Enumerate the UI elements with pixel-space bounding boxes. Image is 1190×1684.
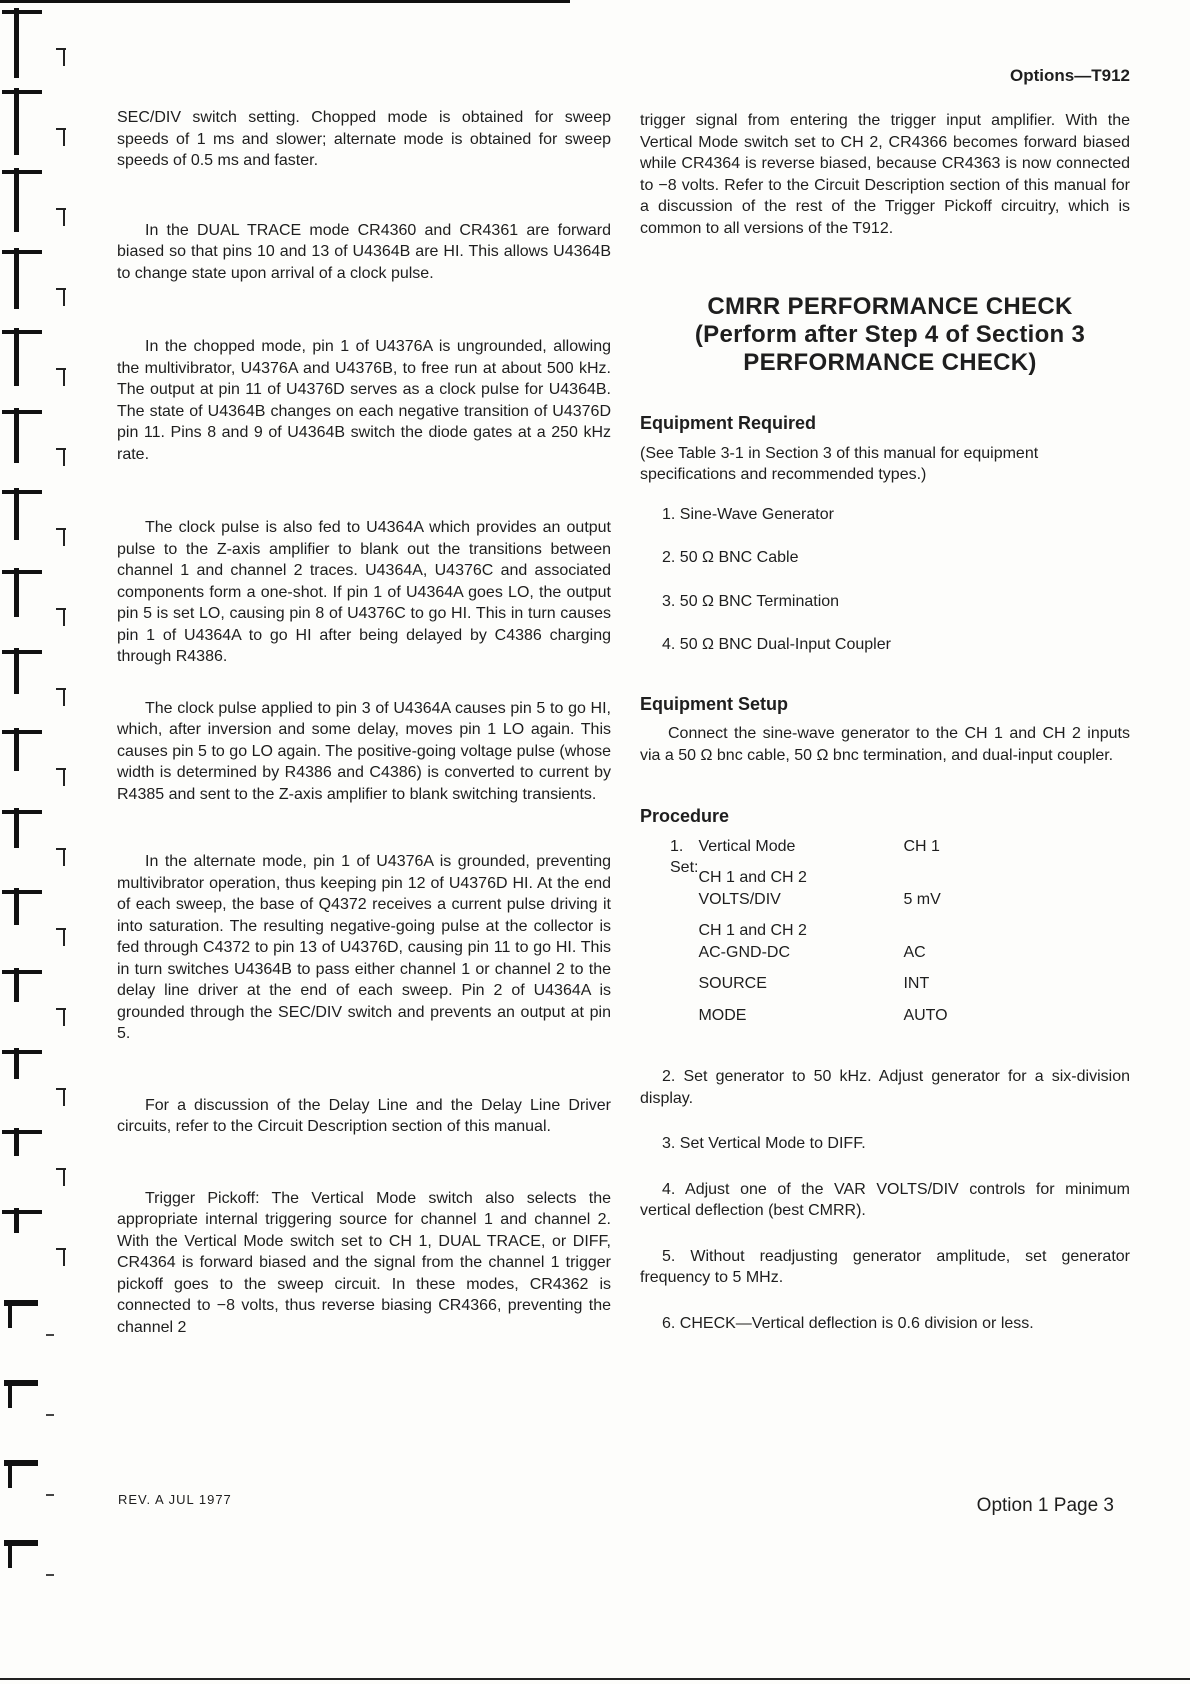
margin-mark (63, 48, 65, 66)
equipment-item: 4. 50 Ω BNC Dual-Input Coupler (662, 636, 891, 653)
equipment-item: 2. 50 Ω BNC Cable (662, 549, 799, 566)
equipment-required-note: (See Table 3-1 in Section 3 of this manual for equipment specifications and recommended types.) (640, 444, 1039, 483)
margin-mark (2, 570, 42, 574)
margin-mark (63, 768, 65, 786)
setting-value: CH 1 (903, 837, 940, 855)
margin-mark (4, 1380, 38, 1386)
margin-mark (14, 168, 19, 232)
margin-mark (4, 1540, 38, 1546)
margin-mark (2, 1130, 42, 1134)
section-heading-line-1: CMRR PERFORMANCE CHECK (707, 293, 1073, 320)
margin-mark (14, 88, 19, 155)
left-paragraph-4: The clock pulse is also fed to U4364A which provides an output pulse to the Z-axis amplifier to blank out the transitions between channel 1 and channel 2 traces. U4364A, U4376C and associated components form a one-shot. If pin 1 of U4364A goes LO, the output pin 5 is set LO, causing pin 8 of U4376C to go HI. This in turn causes pin 1 of U4364A to go HI after being delayed by C4386 charging through R4386. (117, 519, 611, 665)
margin-mark (63, 928, 65, 946)
running-header: Options—T912 (1010, 66, 1130, 85)
step-1-label: 1. Set: (670, 837, 699, 876)
equipment-item: 3. 50 Ω BNC Termination (662, 592, 840, 610)
margin-mark (2, 650, 42, 654)
margin-mark (2, 890, 42, 894)
right-column (640, 110, 1130, 1334)
left-paragraph-3: In the chopped mode, pin 1 of U4376A is ungrounded, allowing the multivibrator, U4376A and U4376B, to free run at about 500 kHz. The output at pin 11 of U4376D serves as a clock pulse for U4364B. The state of U4364B changes on each negative transition of U4376D pin 11. Pins 8 and 9 of U4364B switch the diode gates at a 250 kHz rate. (117, 338, 611, 463)
margin-mark (63, 608, 65, 626)
margin-mark (2, 730, 42, 734)
setting-value: 5 mV (903, 890, 941, 908)
equipment-setup-title: Equipment Setup (640, 693, 788, 714)
setting-control: Vertical Mode (698, 837, 796, 855)
margin-mark (8, 1546, 12, 1568)
margin-mark (14, 248, 19, 309)
setting-control: CH 1 and CH 2 VOLTS/DIV (698, 869, 807, 908)
section-heading-line-2: (Perform after Step 4 of Section 3 (694, 321, 1086, 348)
revision-date: REV. A JUL 1977 (118, 1492, 232, 1507)
margin-mark (14, 408, 19, 463)
settings-row (670, 920, 948, 973)
margin-mark (63, 208, 65, 226)
margin-mark (14, 328, 19, 386)
margin-mark (4, 1460, 38, 1466)
margin-mark (2, 490, 42, 494)
margin-mark (63, 1168, 65, 1186)
margin-mark (14, 8, 19, 78)
margin-mark (2, 170, 42, 174)
margin-mark (2, 1050, 42, 1054)
margin-mark (46, 1574, 54, 1576)
margin-mark (2, 970, 42, 974)
margin-mark (63, 368, 65, 386)
margin-mark (8, 1466, 12, 1488)
setting-value: AC (903, 943, 926, 961)
setting-control: MODE (698, 1006, 747, 1024)
margin-mark (2, 1210, 42, 1214)
margin-mark (2, 90, 42, 94)
scan-edge-top (0, 0, 570, 3)
procedure-step-2: 2. Set generator to 50 kHz. Adjust generator for a six-division display. (640, 1068, 1130, 1107)
right-intro-paragraph: trigger signal from entering the trigger input amplifier. With the Vertical Mode switch set to CH 2, CR4366 becomes forward biased while CR4364 is reverse biased, because CR4363 is now connected to −8 volts. Refer to the Circuit Description section of this manual for a discussion of the rest of the Trigger Pickoff circuitry, which is common to all versions of the T912. (640, 112, 1130, 237)
left-paragraph-7: For a discussion of the Delay Line and the Delay Line Driver circuits, refer to the Circuit Description section of this manual. (117, 1096, 611, 1135)
scan-edge-bottom (0, 1678, 1190, 1680)
procedure-step-4: 4. Adjust one of the VAR VOLTS/DIV controls for minimum vertical deflection (best CMRR). (640, 1180, 1130, 1219)
margin-mark (2, 10, 42, 14)
margin-mark (63, 848, 65, 866)
settings-row (670, 1005, 948, 1037)
settings-row (670, 867, 948, 920)
section-heading-line-3: PERFORMANCE CHECK) (743, 349, 1037, 376)
equipment-list (640, 504, 1130, 656)
procedure-step-3: 3. Set Vertical Mode to DIFF. (662, 1135, 866, 1152)
setting-control: CH 1 and CH 2 AC-GND-DC (698, 922, 807, 961)
margin-mark (2, 330, 42, 334)
margin-mark (14, 728, 19, 771)
page-number: Option 1 Page 3 (976, 1495, 1114, 1516)
margin-mark (46, 1414, 54, 1416)
equipment-setup-text: Connect the sine-wave generator to the CH 1 and CH 2 inputs via a 50 Ω bnc cable, 50 Ω bnc termination, and dual-input coupler. (640, 725, 1130, 764)
margin-mark (46, 1334, 54, 1336)
equipment-required-title: Equipment Required (640, 413, 817, 433)
settings-row (670, 836, 948, 868)
left-paragraph-5: The clock pulse applied to pin 3 of U4364A causes pin 5 to go HI, which, after inversion and some delay, moves pin 1 LO again. This causes pin 5 to go LO again. The positive-going voltage pulse (whose width is determined by R4386 and C4386) is converted to current by R4385 and sent to the Z-axis amplifier to blank switching transients. (117, 699, 611, 803)
margin-mark (2, 810, 42, 814)
left-paragraph-2: In the DUAL TRACE mode CR4360 and CR4361 are forward biased so that pins 10 and 13 of U4364B are HI. This allows U4364B to change state upon arrival of a clock pulse. (117, 221, 611, 282)
left-paragraph-8: Trigger Pickoff: The Vertical Mode switch also selects the appropriate internal triggering source for channel 1 and channel 2. With the Vertical Mode switch set to CH 1, DUAL TRACE, or DIFF, CR4364 is forward biased and the signal from the channel 1 trigger pickoff goes to the sweep circuit. In these modes, CR4362 is connected to −8 volts, thus reverse biasing CR4366, preventing the channel 2 (117, 1189, 611, 1336)
margin-mark (63, 688, 65, 706)
equipment-item: 1. Sine-Wave Generator (662, 505, 834, 523)
left-paragraph-6: In the alternate mode, pin 1 of U4376A is grounded, preventing multivibrator operation, thus keeping pin 12 of U4376D HI. At the end of each sweep, the base of Q4372 receives a current pulse driving it into saturation. The resulting negative-going pulse at the collector is fed through C4372 to pin 13 of U4376D, causing pin 11 to go HI. This in turn switches U4364B to pass either channel 1 or channel 2 to the delay line driver at the end of each sweep. Pin 2 of U4364A is grounded through the SEC/DIV switch and prevents an output at pin 5. (117, 853, 611, 1042)
setting-control: SOURCE (698, 975, 767, 992)
procedure-step-6: 6. CHECK—Vertical deflection is 0.6 division or less. (662, 1314, 1034, 1332)
setting-value: AUTO (903, 1006, 948, 1024)
binding-margin-marks (0, 0, 80, 1684)
margin-mark (14, 488, 19, 540)
margin-mark (2, 250, 42, 254)
procedure-step-5: 5. Without readjusting generator amplitude, set generator frequency to 5 MHz. (640, 1247, 1130, 1286)
margin-mark (63, 1248, 65, 1266)
margin-mark (63, 1088, 65, 1106)
margin-mark (63, 1008, 65, 1026)
margin-mark (2, 410, 42, 414)
margin-mark (8, 1306, 12, 1328)
procedure-title: Procedure (640, 806, 730, 826)
margin-mark (63, 128, 65, 146)
margin-mark (14, 648, 19, 694)
left-paragraph-1: SEC/DIV switch setting. Chopped mode is obtained for sweep speeds of 1 ms and slower; alternate mode is obtained for sweep speeds of 0.5 ms and faster. (117, 109, 611, 169)
margin-mark (8, 1386, 12, 1408)
left-column (117, 107, 611, 1338)
margin-mark (14, 568, 19, 617)
margin-mark (63, 288, 65, 306)
settings-table (670, 836, 948, 1037)
section-heading (650, 293, 1130, 377)
margin-mark (63, 448, 65, 466)
margin-mark (4, 1300, 38, 1306)
margin-mark (46, 1494, 54, 1496)
settings-row (670, 973, 948, 1005)
setting-value: INT (903, 975, 930, 992)
margin-mark (63, 528, 65, 546)
